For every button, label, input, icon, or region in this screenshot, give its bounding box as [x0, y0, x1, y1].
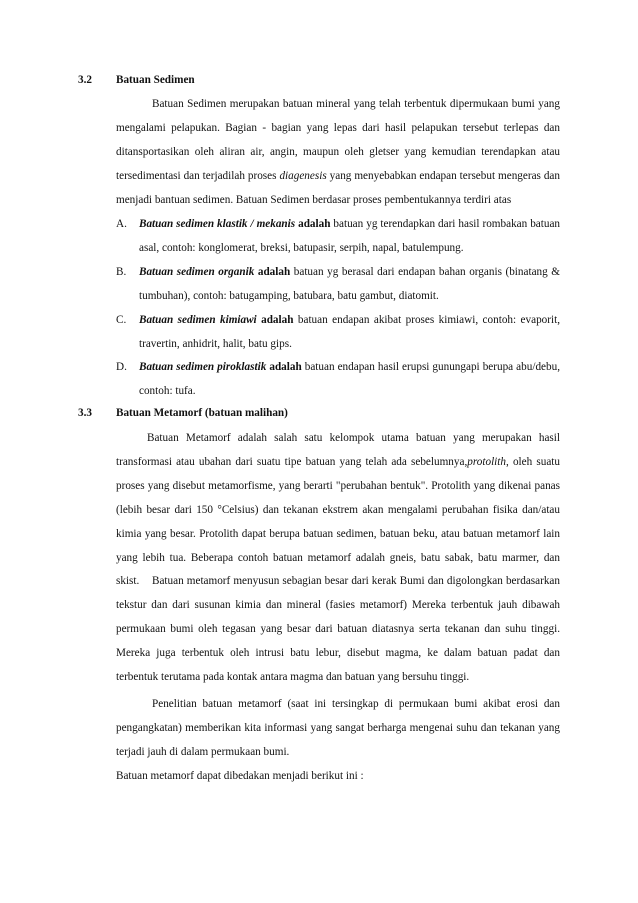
- text-run: Batuan metamorf menyusun sebagian besar dari kerak Bumi dan digolongkan berdasarkan tekstur dan dari susunan kimia dan mineral (fasies metamorf) Mereka terbentuk jauh dibawah permukaan bumi oleh tegasan yang besar dari batuan diatasnya serta tekanan dan suhu tinggi. Mereka juga terbentuk oleh intrusi batu lebur, disebut magma, ke dalam batuan padat dan terbentuk terutama pada kontak antara magma dan batuan yang bersuhu tinggi.: [116, 575, 560, 683]
- text-run: Penelitian batuan metamorf (saat ini tersingkap di permukaan bumi akibat erosi dan pengangkatan) memberikan kita informasi yang sangat berharga mengenai suhu dan tekanan yang terjadi jauh di dalam permukaan bumi.: [116, 698, 560, 758]
- list-item: [116, 356, 560, 404]
- list-keyword: adalah: [261, 313, 294, 326]
- list-marker: A.: [116, 218, 127, 230]
- list-keyword: adalah: [257, 265, 291, 278]
- list-term: Batuan sedimen klastik / mekanis: [139, 218, 296, 230]
- text-run: , oleh suatu proses yang disebut metamorfisme, yang berarti "perubahan bentuk". Protolith yang dikenai panas (lebih besar dari 150 °Celsius) dan tekanan ekstrem akan mengalami perubahan fisika dan/atau kimia yang besar. Protolith dapat berupa batuan sedimen, batuan beku, atau batuan metamorf lain yang lebih tua. Beberapa contoh batuan metamorf adalah gneis, batu sabak, batu marmer, dan skist.: [116, 455, 560, 588]
- text-run: Batuan Metamorf adalah salah satu kelompok utama batuan yang merupakan hasil transformasi atau ubahan dari suatu tipe batuan yang telah ada sebelumnya,: [116, 432, 560, 468]
- list-text: batuan yg berasal dari endapan bahan organis (binatang & tumbuhan), contoh: batugamping, batubara, batu gambut, diatomit.: [139, 265, 560, 302]
- list-text: batuan yg terendapkan dari hasil rombakan batuan asal, contoh: konglomerat, breksi, batupasir, serpih, napal, batulempung.: [139, 218, 561, 254]
- list-text: batuan endapan akibat proses kimiawi, contoh: evaporit, travertin, anhidrit, halit, batu gips.: [139, 313, 560, 350]
- list-term: Batuan sedimen organik: [139, 265, 255, 278]
- list-marker: D.: [116, 361, 127, 374]
- metamorf-paragraph-2: [116, 570, 560, 690]
- section-title: Batuan Metamorf (batuan malihan): [116, 407, 288, 419]
- list-item: [116, 261, 560, 309]
- list-term: Batuan sedimen piroklastik: [139, 361, 267, 374]
- metamorf-paragraph-4: Batuan metamorf dapat dibedakan menjadi berikut ini :: [116, 770, 364, 782]
- italic-term: diagenesis: [279, 169, 327, 182]
- section-title: Batuan Sedimen: [116, 74, 195, 86]
- sedimen-intro-paragraph: [116, 93, 560, 213]
- sedimen-type-list: [116, 213, 560, 404]
- italic-term: protolith: [467, 455, 506, 468]
- list-keyword: adalah: [269, 361, 302, 374]
- text-run: Batuan Sedimen merupakan batuan mineral yang telah terbentuk dipermukaan bumi yang mengalami pelapukan. Bagian - bagian yang lepas dari hasil pelapukan tersebut terlepas dan ditansportasikan oleh aliran air, angin, maupun oleh gletser yang kemudian terendapkan atau tersedimentasi dan terjadilah proses: [116, 98, 560, 182]
- text-run: yang menyebabkan endapan tersebut mengeras dan menjadi bantuan sedimen. Batuan Sedimen berdasar proses pembentukannya terdiri atas: [116, 169, 560, 206]
- section-number: 3.3: [78, 407, 92, 419]
- list-marker: B.: [116, 265, 127, 278]
- list-marker: C.: [116, 313, 127, 326]
- list-text: batuan endapan hasil erupsi gunungapi berupa abu/debu, contoh: tufa.: [139, 361, 560, 398]
- list-term: Batuan sedimen kimiawi: [139, 313, 257, 326]
- list-item: [116, 213, 560, 261]
- section-number: 3.2: [78, 74, 92, 86]
- list-item: [116, 309, 560, 357]
- list-keyword: adalah: [298, 218, 331, 230]
- metamorf-paragraph-3: [116, 693, 560, 765]
